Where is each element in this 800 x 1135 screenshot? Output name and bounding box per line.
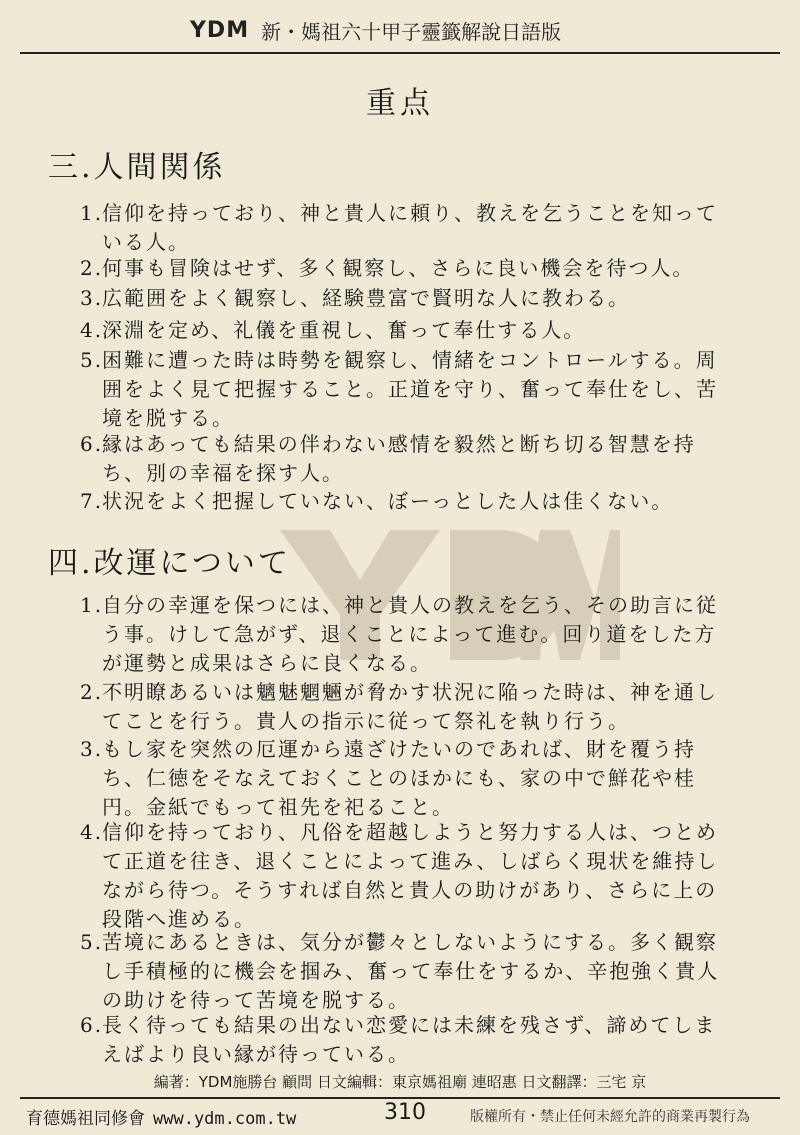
item-number: 6.	[80, 1013, 104, 1037]
item-number: 6.	[80, 432, 104, 456]
item-text: 縁はあっても結果の伴わない感情を毅然と断ち切る智慧を持ち、別の幸福を探す人。	[102, 432, 696, 485]
page-title: 重点	[366, 86, 434, 121]
item-number: 1.	[80, 201, 104, 225]
section-heading-luck: 四.改運について	[48, 546, 291, 581]
page-header	[0, 0, 800, 50]
page-number: 310	[384, 1100, 426, 1125]
item-text: 長く待っても結果の出ない恋愛には未練を残さず、諦めてしまえばより良い縁が待っている。	[102, 1013, 717, 1066]
item-number: 3.	[80, 737, 104, 761]
item-number: 7.	[80, 489, 104, 513]
org-name: 育德媽祖同修會	[26, 1109, 145, 1129]
footer-org	[26, 1104, 296, 1129]
list-item	[80, 678, 730, 736]
list-item	[80, 346, 730, 433]
item-number: 4.	[80, 820, 104, 844]
item-text: 自分の幸運を保つには、神と貴人の教えを乞う、その助言に従う事。けして急がず、退くことによって進む。回り道をした方が運勢と成果はさらに良くなる。	[102, 593, 718, 675]
ydm-logo: YDM	[190, 18, 250, 43]
list-item	[80, 591, 730, 678]
list-item	[80, 284, 730, 313]
list-item	[80, 430, 730, 488]
footer-divider	[20, 1097, 780, 1099]
item-text: 信仰を持っており、凡俗を超越しようと努力する人は、つとめて正道を往き、退くことによって進み、しばらく現状を維持しながら待つ。そうすれば自然と貴人の助けがあり、さらに上の段階へ進める。	[102, 820, 719, 931]
list-item	[80, 928, 730, 1015]
header-title: 新・媽祖六十甲子靈籤解說日語版	[261, 20, 562, 44]
list-item	[80, 199, 730, 257]
header-divider	[20, 52, 780, 54]
item-text: 不明瞭あるいは魑魅魍魎が脅かす状況に陥った時は、神を通してことを行う。貴人の指示に従って祭礼を執り行う。	[102, 680, 718, 733]
list-item	[80, 735, 730, 822]
credits-line: 編著：YDM施勝台 顧問 日文編輯：東京媽祖廟 連昭惠 日文翻譯：三宅 京	[153, 1073, 647, 1091]
item-text: 深淵を定め、礼儀を重視し、奮って奉仕する人。	[102, 318, 586, 342]
item-text: 状況をよく把握していない、ぼーっとした人は佳くない。	[102, 489, 674, 513]
list-item	[80, 254, 730, 283]
item-number: 2.	[80, 256, 104, 280]
item-number: 1.	[80, 593, 104, 617]
item-number: 2.	[80, 680, 104, 704]
item-number: 5.	[80, 930, 104, 954]
list-item	[80, 818, 730, 934]
list-item	[80, 487, 730, 516]
item-text: 広範囲をよく観察し、経験豊富で賢明な人に教わる。	[102, 286, 630, 310]
item-text: もし家を突然の厄運から遠ざけたいのであれば、財を覆う持ち、仁徳をそなえておくことのほかにも、家の中で鮮花や桂円。金紙でもって祖先を祀ること。	[102, 737, 696, 819]
item-number: 4.	[80, 318, 104, 342]
item-text: 信仰を持っており、神と貴人に頼り、教えを乞うことを知っている人。	[102, 201, 718, 254]
item-text: 困難に遭った時は時勢を観察し、情緒をコントロールする。周囲をよく見て把握すること。正道を守り、奮って奉仕をし、苦境を脱する。	[102, 348, 718, 430]
website-link[interactable]: www.ydm.com.tw	[153, 1109, 297, 1129]
header-bar	[190, 16, 561, 45]
list-item	[80, 1011, 730, 1069]
item-text: 苦境にあるときは、気分が鬱々としないようにする。多く観察し手積極的に機会を掴み、奮って奉仕をするか、辛抱強く貴人の助けを待って苦境を脱する。	[102, 930, 720, 1012]
section-heading-relationships: 三.人間関係	[48, 150, 226, 185]
list-item	[80, 316, 730, 345]
item-number: 3.	[80, 286, 104, 310]
item-text: 何事も冒険はせず、多く観察し、さらに良い機会を待つ人。	[102, 256, 695, 280]
item-number: 5.	[80, 348, 104, 372]
copyright-notice: 版權所有・禁止任何未經允許的商業再製行為	[470, 1109, 750, 1125]
